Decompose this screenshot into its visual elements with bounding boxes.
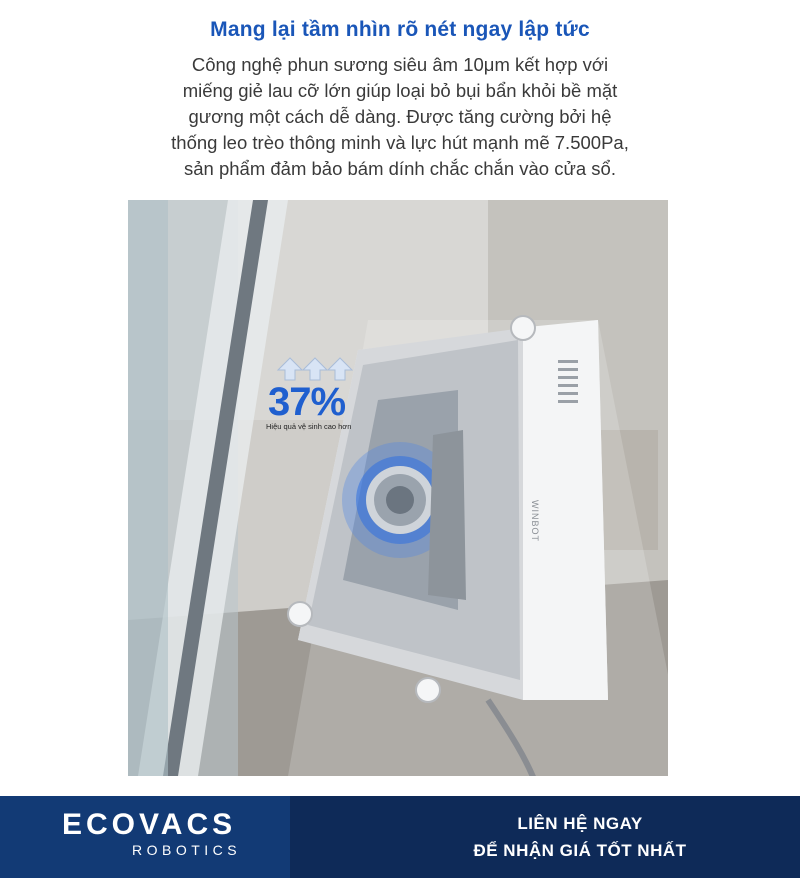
- cleaning-efficiency-caption: Hiệu quả vệ sinh cao hơn: [266, 422, 352, 431]
- description-line: sản phẩm đảm bảo bám dính chắc chắn vào cửa sổ.: [184, 158, 616, 179]
- cta-line-1: LIÊN HỆ NGAY: [517, 814, 643, 833]
- window-cleaner-illustration: [128, 200, 668, 776]
- description-line: miếng giẻ lau cỡ lớn giúp loại bỏ bụi bẩn khỏi bề mặt: [182, 80, 618, 101]
- section-description: [100, 52, 700, 182]
- section-title: Mang lại tầm nhìn rõ nét ngay lập tức: [210, 18, 590, 41]
- device-label: WINBOT: [530, 500, 540, 542]
- product-photo: [128, 200, 668, 776]
- description-line: gương một cách dễ dàng. Được tăng cường bởi hệ: [188, 106, 612, 127]
- cta-line-2: ĐỂ NHẬN GIÁ TỐT NHẤT: [473, 841, 687, 860]
- cleaning-efficiency-percent: 37%: [268, 380, 346, 424]
- brand-name: ECOVACS: [62, 808, 237, 841]
- up-arrows-icon: [278, 358, 352, 380]
- description-line: Công nghệ phun sương siêu âm 10μm kết hợp với: [191, 54, 609, 75]
- brand-subtitle: ROBOTICS: [132, 842, 242, 858]
- description-line: thống leo trèo thông minh và lực hút mạnh mẽ 7.500Pa,: [171, 132, 629, 153]
